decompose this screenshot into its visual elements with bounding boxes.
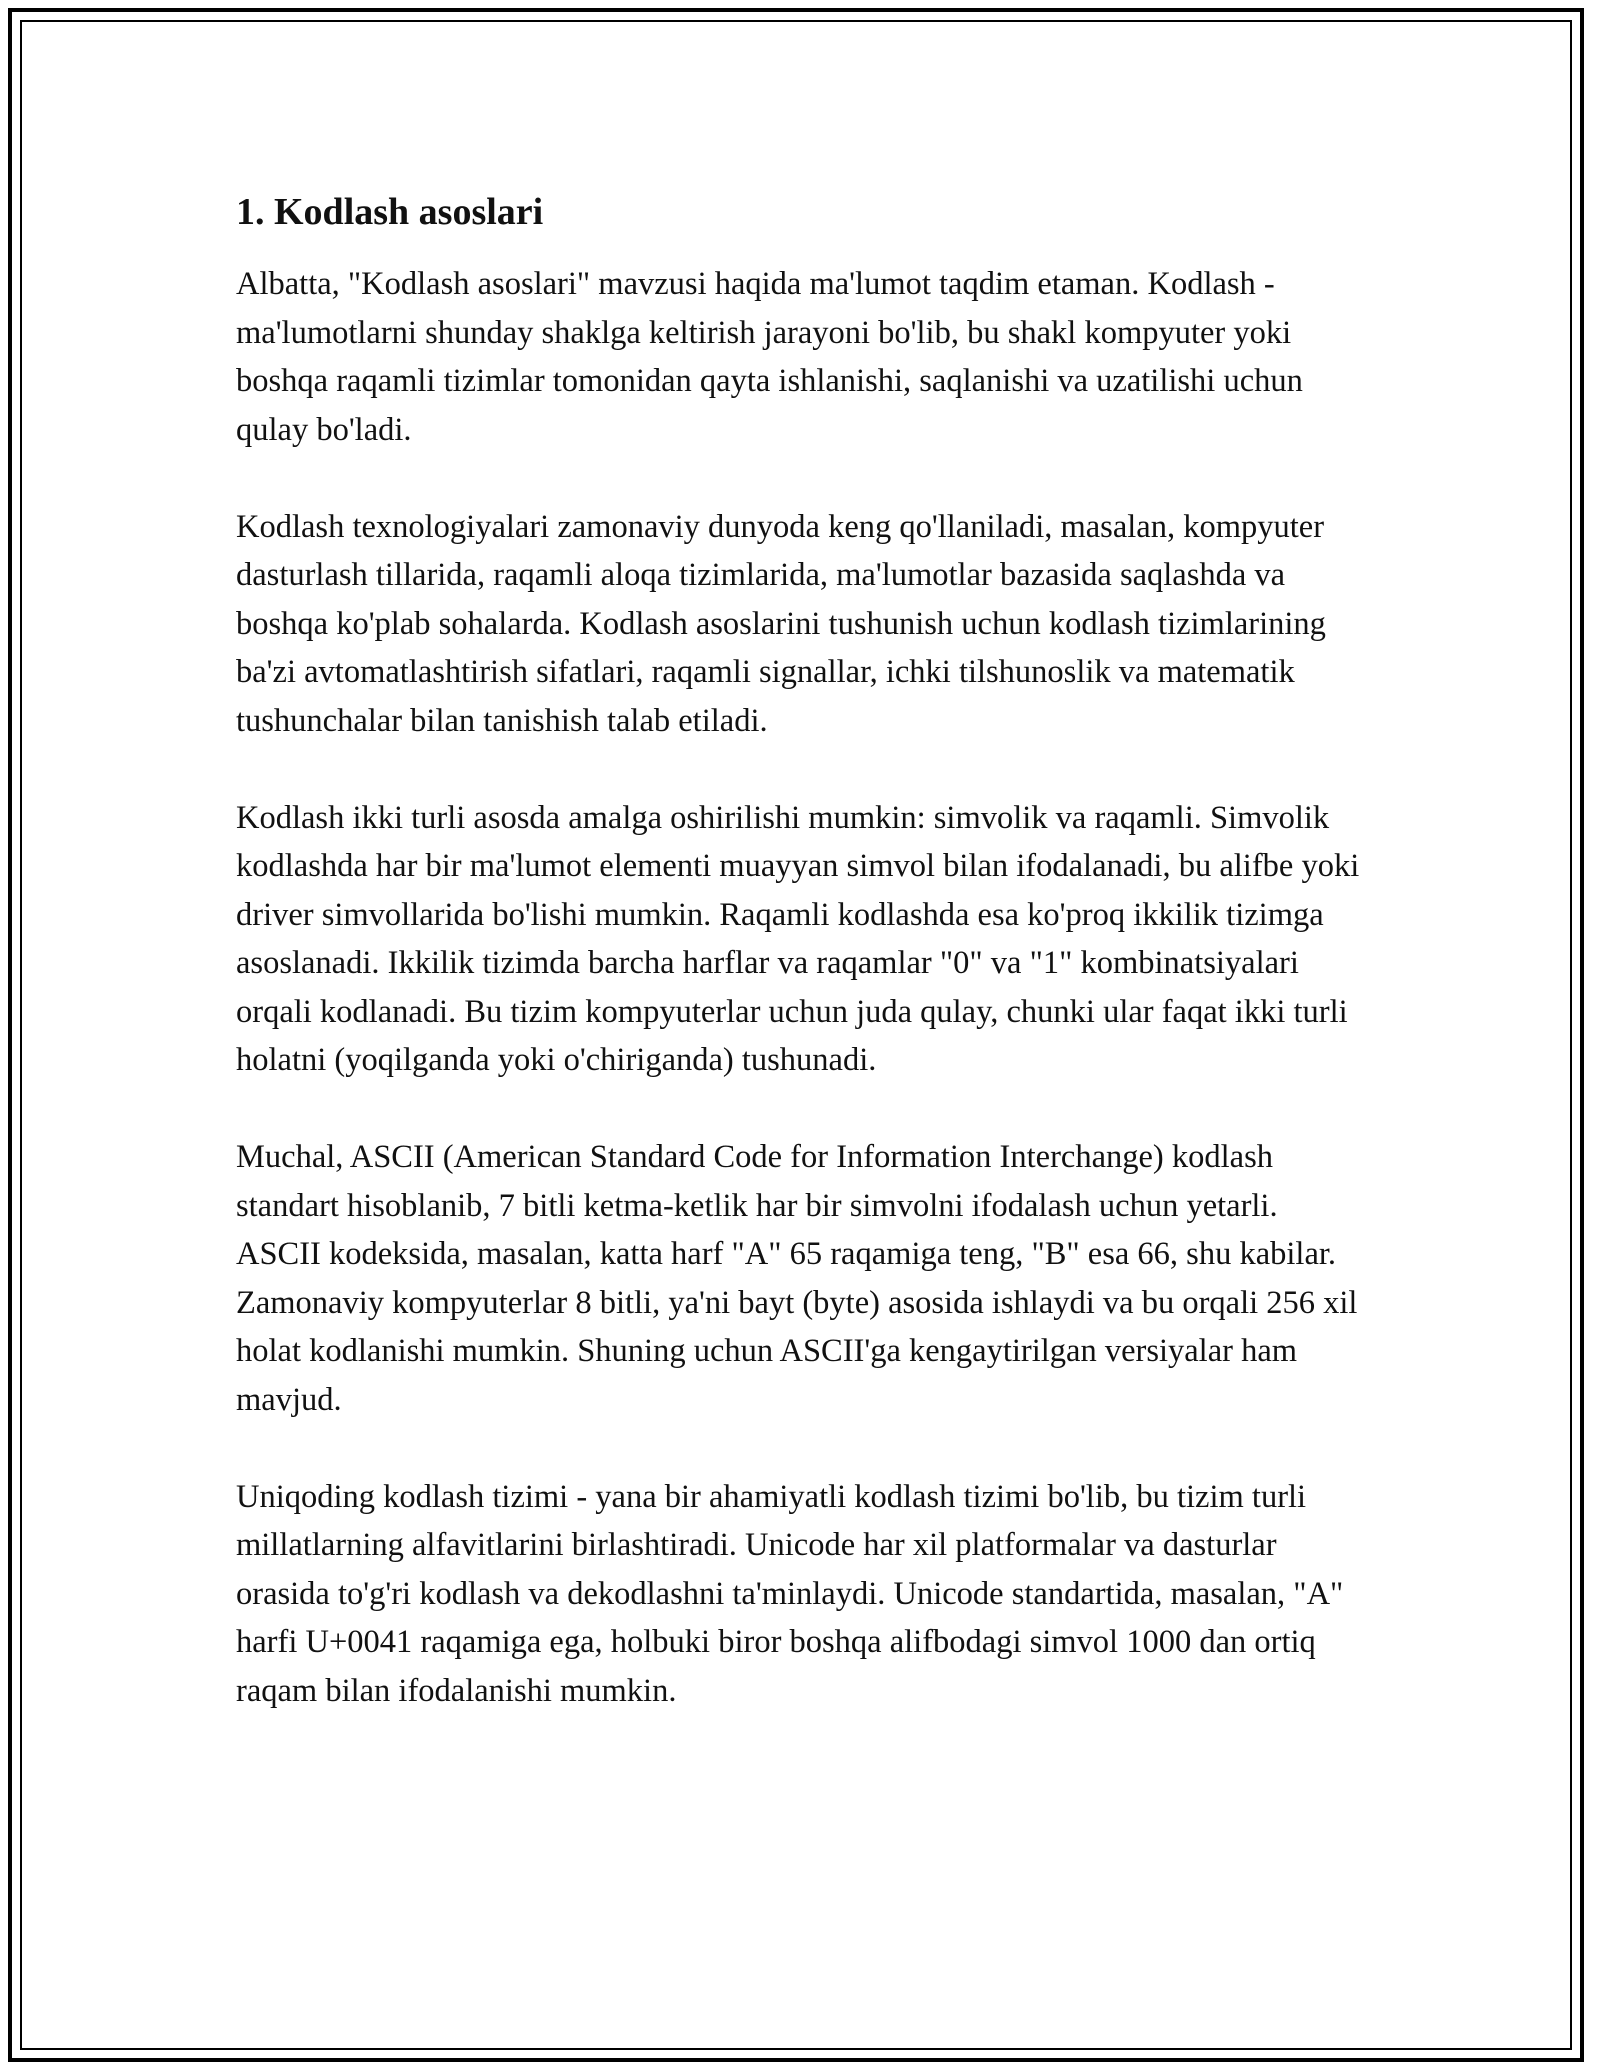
- paragraph-unicode: Uniqoding kodlash tizimi - yana bir ahamiyatli kodlash tizimi bo'lib, bu tizim turli millatlarning alfavitlarini birlashtiradi. Unicode har xil platformalar va dasturlar orasida to'g'ri kodlash va dekodlashni ta'minlaydi. Unicode standartida, masalan, "A" harfi U+0041 raqamiga ega, holbuki biror boshqa alifbodagi simvol 1000 dan ortiq raqam bilan ifodalanishi mumkin.: [236, 1478, 1344, 1709]
- paragraph-intro: Albatta, "Kodlash asoslari" mavzusi haqida ma'lumot taqdim etaman. Kodlash - ma'lumotlarni shunday shaklga keltirish jarayoni bo'lib, bu shakl kompyuter yoki boshqa raqamli tizimlar tomonidan qayta ishlanishi, saqlanishi va uzatilishi uchun qulay bo'ladi.: [236, 266, 1303, 448]
- document-body: [236, 186, 1366, 1764]
- paragraph-symbolic-numeric: Kodlash ikki turli asosda amalga oshirilishi mumkin: simvolik va raqamli. Simvolik kodlashda har bir ma'lumot elementi muayyan simvol bilan ifodalanadi, bu alifbe yoki driver simvollarida bo'lishi mumkin. Raqamli kodlashda esa ko'proq ikkilik tizimga asoslanadi. Ikkilik tizimda barcha harflar va raqamlar "0" va "1" kombinatsiyalari orqali kodlanadi. Bu tizim kompyuterlar uchun juda qulay, chunki ular faqat ikki turli holatni (yoqilganda yoki o'chiriganda) tushunadi.: [236, 799, 1360, 1078]
- paragraph-technologies: Kodlash texnologiyalari zamonaviy dunyoda keng qo'llaniladi, masalan, kompyuter dasturlash tillarida, raqamli aloqa tizimlarida, ma'lumotlar bazasida saqlashda va boshqa ko'plab sohalarda. Kodlash asoslarini tushunish uchun kodlash tizimlarining ba'zi avtomatlashtirish sifatlari, raqamli signallar, ichki tilshunoslik va matematik tushunchalar bilan tanishish talab etiladi.: [236, 508, 1326, 739]
- section-heading: 1. Kodlash asoslari: [236, 191, 544, 233]
- paragraph-ascii: Muchal, ASCII (American Standard Code for Information Interchange) kodlash standart hisoblanib, 7 bitli ketma-ketlik har bir simvolni ifodalash uchun yetarli. ASCII kodeksida, masalan, katta harf "A" 65 raqamiga teng, "B" esa 66, shu kabilar. Zamonaviy kompyuterlar 8 bitli, ya'ni bayt (byte) asosida ishlaydi va bu orqali 256 xil holat kodlanishi mumkin. Shuning uchun ASCII'ga kengaytirilgan versiyalar ham mavjud.: [236, 1139, 1358, 1418]
